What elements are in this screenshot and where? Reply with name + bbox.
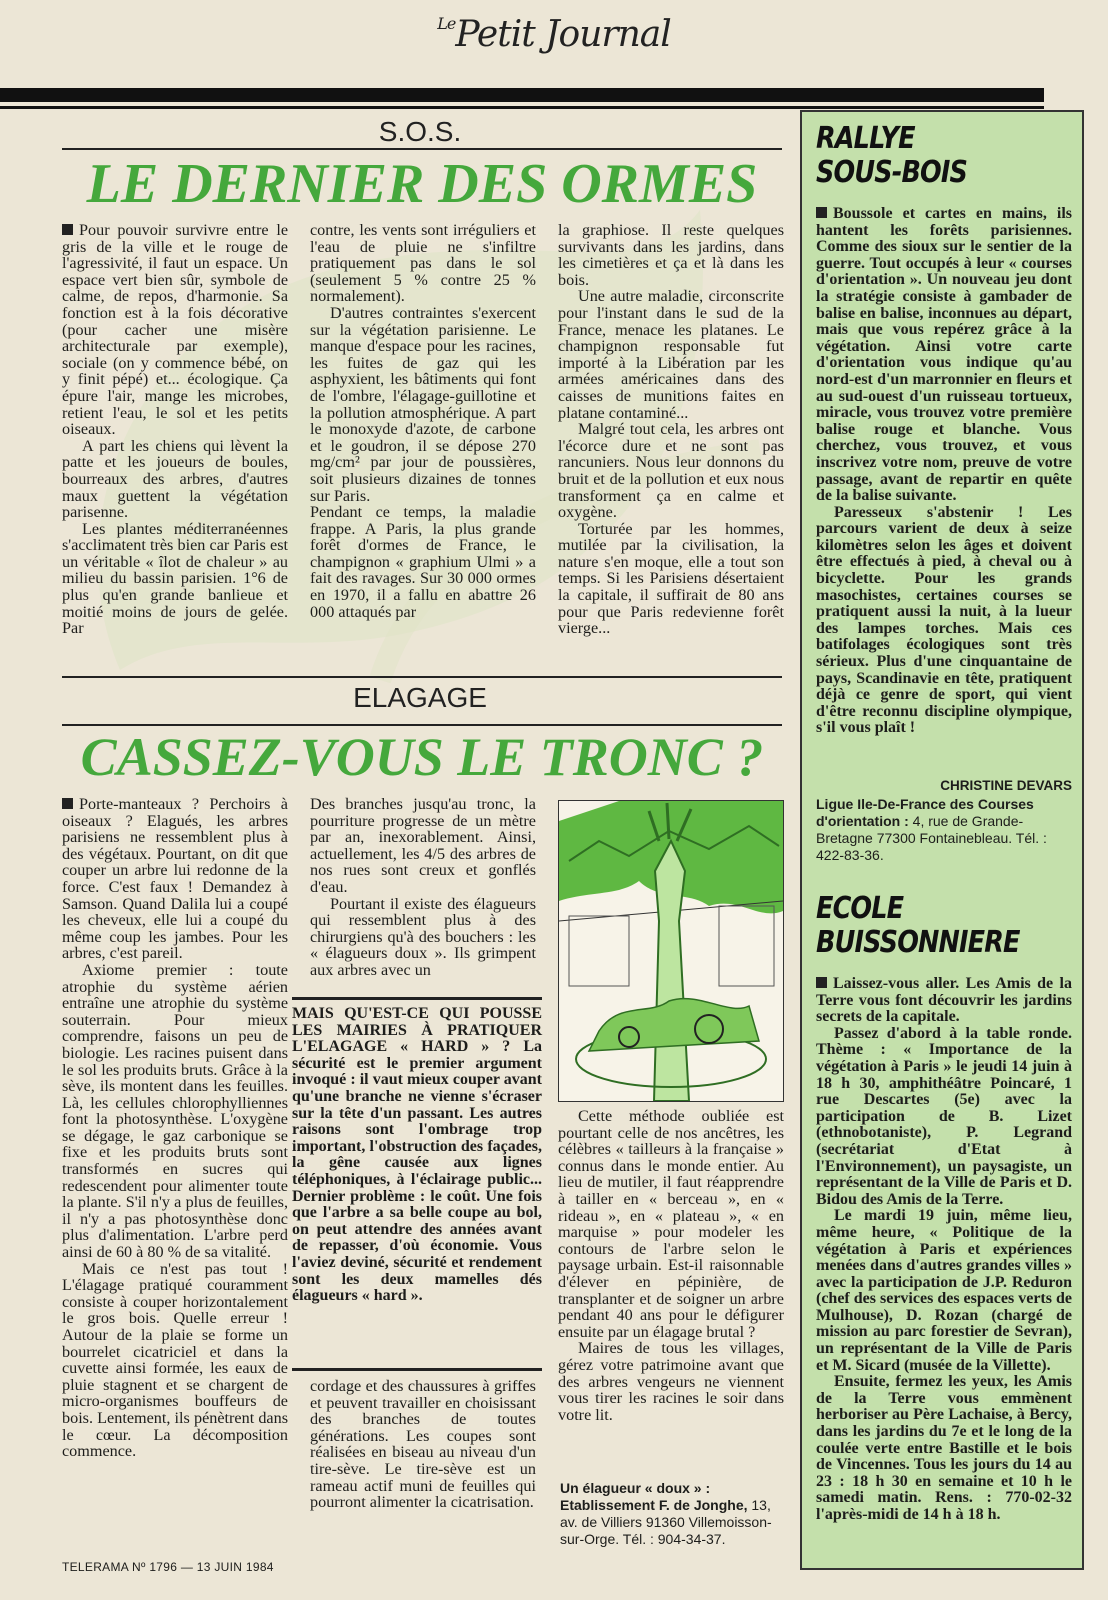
article1-column-1 [62,222,288,637]
ecole-p1: Laissez-vous aller. Les Amis de la Terre vous font découvrir les jardins secrets de la capitale. [816,975,1072,1026]
article2-col1-p2: Axiome premier : toute atrophie du système aérien entraîne une atrophie du système souterrain. Pour mieux comprendre, faisons un peu de biologie. Les racines puisent dans le sol les produits bruts. Grâce à la sève, ils montent dans les feuilles. Là, les cellules chlorophylliennes font la photosynthèse. L'oxygène se dégage, le gaz carbonique se fixe et les produits bruts sont transformés en sucres qui redescendent pour alimenter toute la plante. S'il n'y a plus de feuilles, il n'y a pas photosynthèse donc plus d'alimentation. L'arbre perd ainsi de 60 à 80 % de sa vitalité. [62,960,288,1262]
inset-heading: MAIS QU'EST-CE QUI POUSSE LES MAIRIES À PRATIQUER L'ELAGAGE « HARD » ? [292,1005,542,1056]
paragraph-square-icon [62,224,73,235]
article2-column-2 [310,796,536,979]
article1-col3-p4: Torturée par les hommes, mutilée par la civilisation, la nature s'en moque, elle a tout son temps. Si les Parisiens désertaient la capitale, il suffirait de 80 ans pour que Paris redevienne forêt vierge... [558,519,784,638]
masthead-rule-thick [0,88,1044,102]
petit-journal-logo: $^{Le}$Petit Journal [437,14,671,55]
rallye-p2: Paresseux s'abstenir ! Les parcours varient de deux à seize kilomètres selon les âges et doivent être effectués à pied, à cheval ou à bicyclette. Pour les grands masochistes, certaines courses se pratiquent aussi la nuit, à la lueur des lampes torches. Mais ces batifolages écologiques sont très sérieux. Plus d'une cinquantaine de pays, Scandinavie en tête, pratiquent déjà ce genre de sport, qui vient d'être reconnu discipline olympique, s'il vous plaît ! [816,503,1072,737]
rallye-p1: Boussole et cartes en mains, ils hantent les forêts parisiennes. Comme des sioux sur le sentier de la guerre. Tout occupés à leur « courses d'orientation ». Un nouveau jeu dont la stratégie consiste à gambader de balise en balise, inconnues au départ, mais que vous repérez grâce à la végétation. Ainsi votre carte d'orientation vous indique qu'au nord-est d'un marronnier en fleurs et au sud-ouest d'un ruisseau tortueux, miracle, vous trouvez votre première balise rouge et blanche. Vous cherchez, vous trouvez, et vous inscrivez votre nom, preuve de votre passage, avant de repartir en quête de la balise suivante. [816,205,1072,505]
arborist-credit [560,1480,786,1548]
article1-kicker: S.O.S. [378,116,462,147]
article2-column-2-continued [310,1378,536,1511]
article2-col2-p1: Des branches jusqu'au tronc, la pourriture progresse de un mètre par an, inexorablement. Ainsi, actuellement, les 4/5 des arbres de nos rues sont creux et gonflés d'eau. [310,795,536,896]
article1-headline: LE DERNIER DES ORMES [86,153,758,215]
ecole-p3: Le mardi 19 juin, même lieu, même heure, « Politique de la végétation à Paris et expériences menées dans d'autres grandes villes » avec la participation de J.P. Reduron (chef des services des espaces verts de Mulhouse), D. Rozan (chargé de mission au parc forestier de Sevran), un représentant de la Ville de Paris et M. Sicard (musée de la Villette). [816,1207,1072,1374]
article1-col2-p3: Pendant ce temps, la maladie frappe. A Paris, la plus grande forêt d'ormes de France, le champignon « graphium Ulmi » a fait des ravages. Sur 30 000 ormes en 1970, il a fallu en abattre 26 000 attaqués par [310,503,536,621]
address-label: Ligue Ile-De-France des Courses d'orientation : [816,796,1034,829]
rallye-address [816,796,1072,864]
inset-box [292,997,542,1371]
article1-kicker-rule [62,148,782,150]
rallye-signature: CHRISTINE DEVARS [940,778,1072,793]
address-text: 4, rue de Grande-Bretagne 77300 Fontainebleau. Tél. : 422-83-36. [816,813,1047,863]
article1-column-3 [558,222,784,637]
ecole-title-line2: BUISSONNIERE [816,925,1020,960]
article1-col1-p2: A part les chiens qui lèvent la patte et les joueurs de boules, bourreaux des arbres, d'autres maux guettent la végétation parisenne. [62,436,288,522]
article2-column-1 [62,796,288,1460]
paragraph-square-icon [62,798,73,809]
paragraph-square-icon [816,977,827,988]
masthead [0,14,1108,55]
article1-col1-p3: Les plantes méditerranéennes s'acclimatent très bien car Paris est un véritable « îlot de chaleur » au milieu du bassin parisien. 1°6 de plus qu'en grande banlieue et moitié moins de jours de gelée. Par [62,519,288,638]
article1-column-2 [310,222,536,620]
ecole-p4: Ensuite, fermez les yeux, les Amis de la Terre vous emmènent herboriser au Père Lachaise, à Bercy, dans les jardins du 7e et le long de la coulée verte entre Bastille et le bois de Vincennes. Tous les jours du 14 au 23 : 18 h 30 en semaine et 10 h le samedi matin. Rens. : 770-02-32 l'après-midi de 14 h à 18 h. [816,1373,1072,1523]
article1-col3-p2: Une autre maladie, circonscrite pour l'instant dans le sud de la France, menace les platanes. Le champignon responsable fut importé à la Libération par les armées américaines dans des caisses de munitions faites en platane contaminé... [558,287,784,422]
article2-col3-p2: Maires de tous les villages, gérez votre patrimoine avant que des arbres vengeurs ne viennent vous tirer les racines le soir dans votre lit. [558,1339,784,1424]
rallye-title [816,122,967,190]
article2-column-3 [558,1108,784,1423]
rallye-title-line2: SOUS-BOIS [816,155,968,190]
article1-col3-p1: la graphiose. Il reste quelques survivants dans les jardins, dans les cimetières et ça et là dans les bois. [558,221,784,289]
article2-top-rule [62,676,782,678]
article2-headline: CASSEZ-VOUS LE TRONC ? [80,727,764,787]
ecole-body [816,976,1072,1524]
rallye-title-line1: RALLYE [816,121,915,156]
rallye-body [816,206,1072,737]
inset-body: La sécurité est le premier argument invoqué : il vaut mieux couper avant qu'une branche ne vienne s'écraser sur la tête d'un passant. Les autres raisons sont l'ombrage trop important, l'obstruction des façades, la gêne causée aux lignes téléphoniques, à l'éclairage public... Dernier problème : le coût. Une fois que l'arbre a sa belle coupe au bol, on peut attendre des années avant de repasser, d'où économie. Vous l'aviez deviné, sécurité et rendement sont les deux mamelles dés élagueurs « hard ». [292,1038,542,1305]
credit-name: Un élagueur « doux » : Etablissement F. de Jonghe, [560,1480,748,1513]
article2-kicker: ELAGAGE [353,682,487,713]
ecole-title-line1: ECOLE [816,891,904,926]
article1-col2-p2: D'autres contraintes s'exercent sur la végétation parisienne. Le manque d'espace pour les racines, les fuites de gaz qui les asphyxient, les bâtiments qui font de l'ombre, l'élagage-guillotine et la pollution atmosphérique. A part le monoxyde d'azote, de carbone et le goudron, il se dépose 270 mg/cm² par jour de poussières, soit plusieurs dizaines de tonnes sur Paris. [310,303,536,505]
article2-col2b-p1: cordage et des chaussures à griffes et peuvent travailler en choisissant des branches de toutes générations. Les coupes sont réalisées en biseau au niveau d'un tire-sève. Le tire-sève est un rameau actif muni de feuilles qui pourront alimenter la cicatrisation. [310,1377,536,1512]
article1-col2-p1: contre, les vents sont irréguliers et l'eau de pluie ne s'infiltre pratiquement pas dans le sol (seulement 5 % contre 25 % normalement). [310,221,536,306]
article2-col3-p1: Cette méthode oubliée est pourtant celle de nos ancêtres, les célèbres « tailleurs à la française » connus dans le monde entier. Au lieu de mutiler, il faut réapprendre à tailler en « berceau », en « rideau », en « plateau », « en marquise » pour modeler les contours de l'arbre selon le paysage urbain. Est-il raisonnable d'élever en pépinière, de transplanter et de soigner un arbre pendant 40 ans pour le défigurer ensuite par un élagage brutal ? [558,1107,784,1341]
ecole-p2: Passez d'abord à la table ronde. Thème : « Importance de la végétation à Paris » le jeudi 14 juin à 18 h 30, amphithéâtre Poincaré, 1 rue Descartes (5e) avec la participation de B. Lizet (ethnobotaniste), P. Legrand (secrétariat d'Etat à l'Environnement), un paysagiste, un représentant de la Ville de Paris et D. Bidou des Amis de la Terre. [816,1024,1072,1208]
article2-col1-p1: Porte-manteaux ? Perchoirs à oiseaux ? Elagués, les arbres parisiens ne ressemblent plus à des végétaux. Pourtant, on dit que couper un arbre lui redonne de la force. C'est faux ! Demandez à Samson. Quand Dalila lui a coupé les cheveux, elle lui a coupé du même coup les jambes. Pour les arbres, c'est pareil. [62,795,288,963]
masthead-rule-thin [0,106,1044,109]
ecole-title [816,892,1020,960]
article2-col2-p2: Pourtant il existe des élagueurs qui ressemblent plus à des chirurgiens qu'à des bouchers : les « élagueurs doux ». Ils grimpent aux arbres avec un [310,894,536,979]
paragraph-square-icon [816,207,827,218]
article1-col3-p3: Malgré tout cela, les arbres ont l'écorce dure et ne sont pas rancuniers. Nous leur donnons du bruit et de la pollution et eux nous transforment ça en calme et oxygène. [558,420,784,522]
article1-col1-p1: Pour pouvoir survivre entre le gris de la ville et le rouge de l'agressivité, il faut un espace. Un espace vert bien sûr, symbole de calme, de repos, d'harmonie. Sa fonction est à la fois décorative (pour cacher une misère architecturale par exemple), sociale (on y commence bébé, on y finit pépé) et... écologique. Ça épure l'air, mange les microbes, retient l'eau, le sol et les petits oiseaux. [62,221,288,439]
page-footer: TELERAMA Nº 1796 — 13 JUIN 1984 [62,1560,274,1574]
credit-address: 13, av. de Villiers 91360 Villemoisson-sur-Orge. Tél. : 904-34-37. [560,1497,772,1547]
article2-col1-p3: Mais ce n'est pas tout ! L'élagage pratiqué couramment consiste à couper horizontalement le gros bois. Quelle erreur ! Autour de la plaie se forme un bourrelet cicatriciel et dans la cuvette ainsi formée, les eaux de pluie stagnent et se chargent de micro-organismes bouffeurs de bois. Lentement, ils pénètrent dans le cœur. La décomposition commence. [62,1259,288,1461]
tree-illustration [558,800,784,1102]
